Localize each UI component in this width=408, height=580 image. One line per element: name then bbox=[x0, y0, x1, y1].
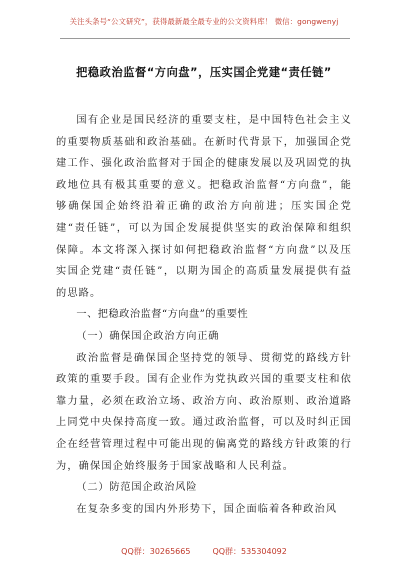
footer-contact bbox=[0, 546, 408, 557]
subsection-heading: （二）防范国企政治风险 bbox=[76, 482, 198, 494]
qq-group-contact: QQ群：535304092 bbox=[212, 547, 287, 556]
section-heading: 一、把稳政治监督“方向盘”的重要性 bbox=[76, 309, 249, 321]
document-body bbox=[56, 110, 352, 520]
qq-group-contact: QQ群：30265665 bbox=[121, 547, 191, 556]
subsection-paragraph-start: 在复杂多变的国内外形势下，国企面临着各种政治风 bbox=[76, 503, 338, 515]
intro-paragraph: 国有企业是国民经济的重要支柱，是中国特色社会主义的重要物质基础和政治基础。在新时代背景下，加强国企党建工作、强化政治监督对于国企的健康发展以及巩固党的执政地位具有极其重要的意义。把稳政治监督“方向盘”，能够确保国企始终沿着正确的政治方向前进；压实国企党建“责任链”，可以为国企发展提供坚实的政治保障和组织保障。本文将深入探讨如何把稳政治监督“方向盘”以及压实国企党建“责任链”，以期为国企的高质量发展提供有益的思路。 bbox=[56, 115, 352, 299]
subsection-paragraph: 政治监督是确保国企坚持党的领导、贯彻党的路线方针政策的重要手段。国有企业作为党执政兴国的重要支柱和依靠力量，必须在政治立场、政治方向、政治原则、政治道路上同党中央保持高度一致。通过政治监督，可以及时纠正国企在经营管理过程中可能出现的偏离党的路线方针政策的行为，确保国企始终服务于国家战略和人民利益。 bbox=[56, 352, 352, 472]
subsection-heading: （一）确保国企政治方向正确 bbox=[76, 330, 220, 342]
document-title: 把稳政治监督“方向盘”，压实国企党建“责任链” bbox=[76, 66, 332, 79]
header-promo-banner: 关注头条号“公文研究”，获得最新最全最专业的公文资料库！ 微信：gongwenyj bbox=[69, 17, 339, 26]
header-divider bbox=[60, 38, 350, 39]
